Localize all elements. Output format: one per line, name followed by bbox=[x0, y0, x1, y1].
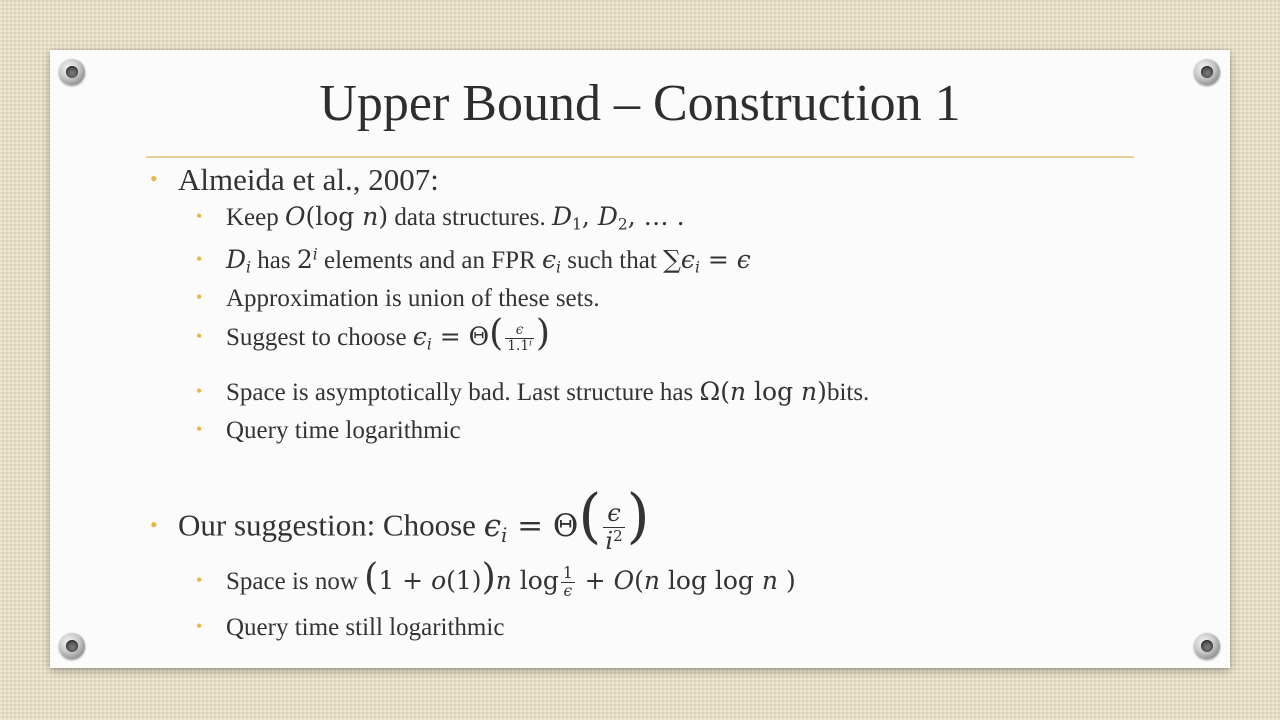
bullet-icon: • bbox=[150, 511, 158, 537]
grommet-icon bbox=[1194, 633, 1220, 659]
math-eps-i: $\epsilon_i$ bbox=[542, 245, 561, 277]
grommet-icon bbox=[59, 633, 85, 659]
heading-text: Almeida et al., 2007: bbox=[178, 162, 439, 197]
bullet-icon: • bbox=[196, 616, 203, 636]
math-eps-theta-2: $\epsilon_i = \Theta$( $\frac{\epsilon}{i^2}$ ) bbox=[483, 480, 650, 555]
math-Di: $D_i$ bbox=[226, 245, 252, 277]
bullet-space-now: • Space is now (1 + o(1))n log $\frac{1}{\epsilon}$ + O(n log log n ) bbox=[196, 555, 796, 601]
slide-title: Upper Bound – Construction 1 bbox=[319, 75, 961, 132]
math-D-sequence: $D_1$, $D_2$, … . bbox=[551, 202, 685, 234]
math-omega: Ω(n log n) bbox=[699, 377, 827, 406]
bullet-approximation: • Approximation is union of these sets. bbox=[196, 285, 600, 312]
bullet-space-bad: • Space is asymptotically bad. Last structure has Ω(n log n)bits. bbox=[196, 377, 870, 406]
bullet-keep: • Keep O(log n) data structures. $D_1$, $D_2$, … . bbox=[196, 202, 685, 234]
bullet-suggest: • Suggest to choose $\epsilon_i = \Theta$( $\frac{\epsilon}{1.1^i}$ ) bbox=[196, 311, 551, 354]
bullet-icon: • bbox=[196, 419, 203, 439]
math-2-pow-i: 2$^i$ bbox=[296, 245, 318, 274]
bullet-di-has: • $D_i$ has 2$^i$ elements and an FPR $\epsilon_i$ such that $\sum\epsilon_i = \epsilon$ bbox=[196, 245, 751, 277]
bullet-icon: • bbox=[196, 326, 203, 346]
bullet-icon: • bbox=[196, 570, 203, 591]
bullet-query-still: • Query time still logarithmic bbox=[196, 614, 505, 641]
bullet-icon: • bbox=[196, 381, 203, 401]
bullet-icon: • bbox=[196, 249, 203, 269]
bullet-almeida bbox=[150, 162, 439, 198]
math-O-log-n: O(log n) bbox=[285, 202, 389, 231]
bullet-icon: • bbox=[196, 206, 203, 226]
heading-text: Our suggestion: Choose bbox=[178, 507, 476, 543]
title-divider bbox=[146, 156, 1134, 158]
bullet-our-suggestion bbox=[150, 480, 650, 555]
bullet-icon: • bbox=[196, 287, 203, 307]
math-eps-theta-1: $\epsilon_i = \Theta$( $\frac{\epsilon}{1.1^i}$ ) bbox=[412, 311, 551, 354]
bullet-query-log: • Query time logarithmic bbox=[196, 417, 461, 444]
math-sum-eps: $\sum\epsilon_i = \epsilon$ bbox=[663, 245, 751, 277]
bullet-icon: • bbox=[150, 166, 158, 191]
math-space-bound: (1 + o(1))n log $\frac{1}{\epsilon}$ + O(n log log n ) bbox=[364, 555, 796, 601]
